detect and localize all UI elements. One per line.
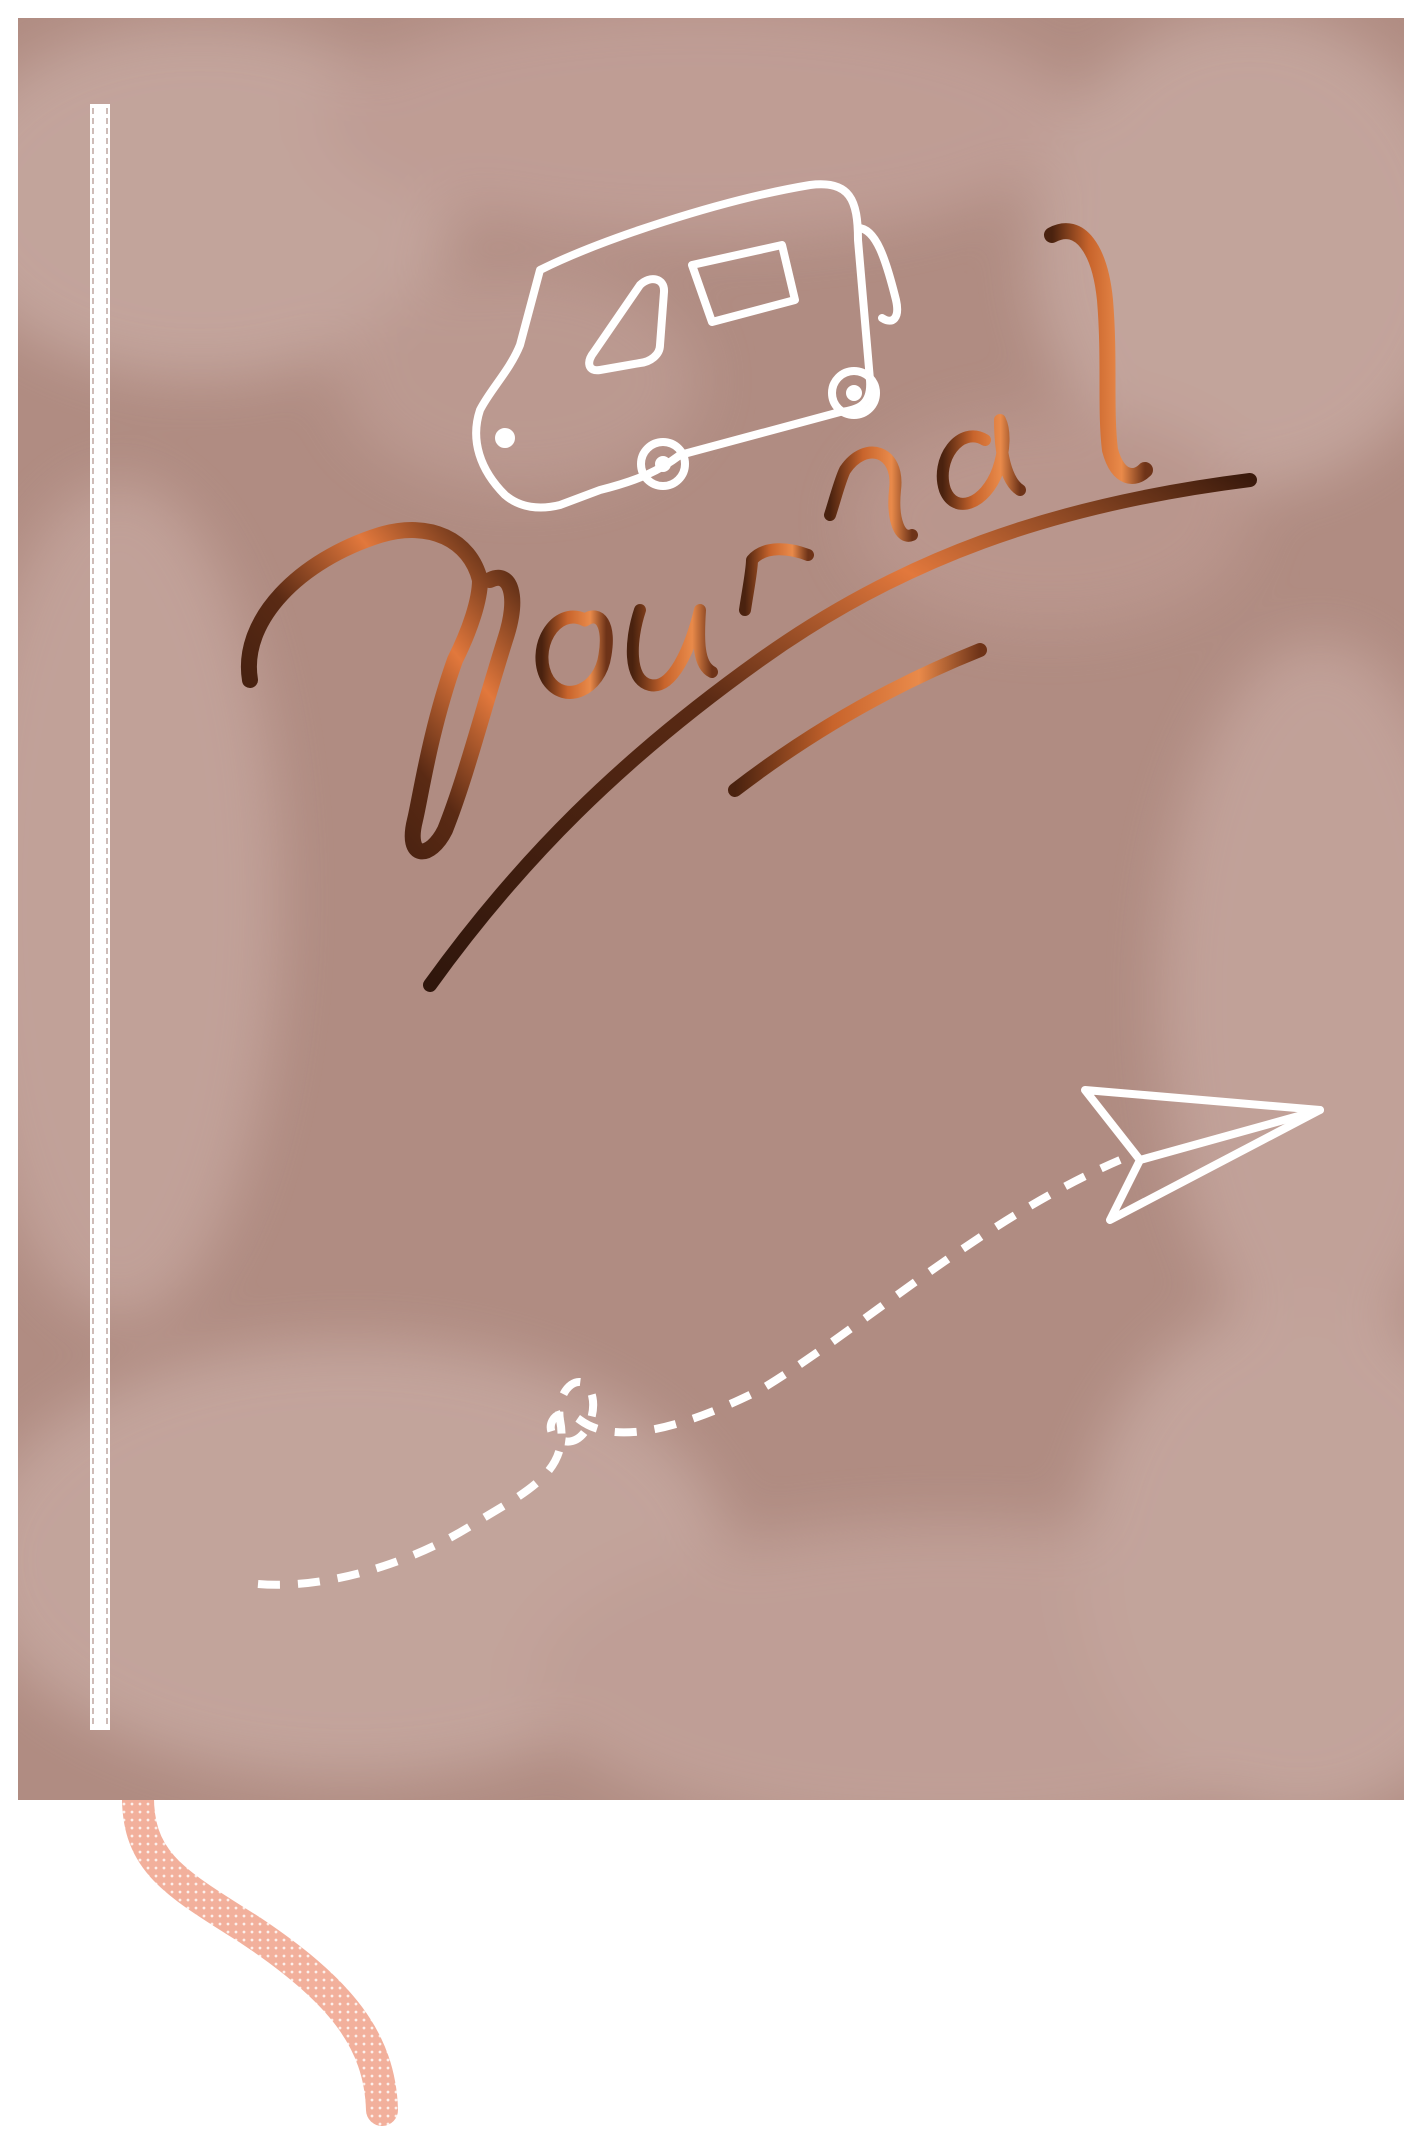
bookmark-ribbon xyxy=(138,1790,382,2110)
spine-line xyxy=(90,104,110,1730)
